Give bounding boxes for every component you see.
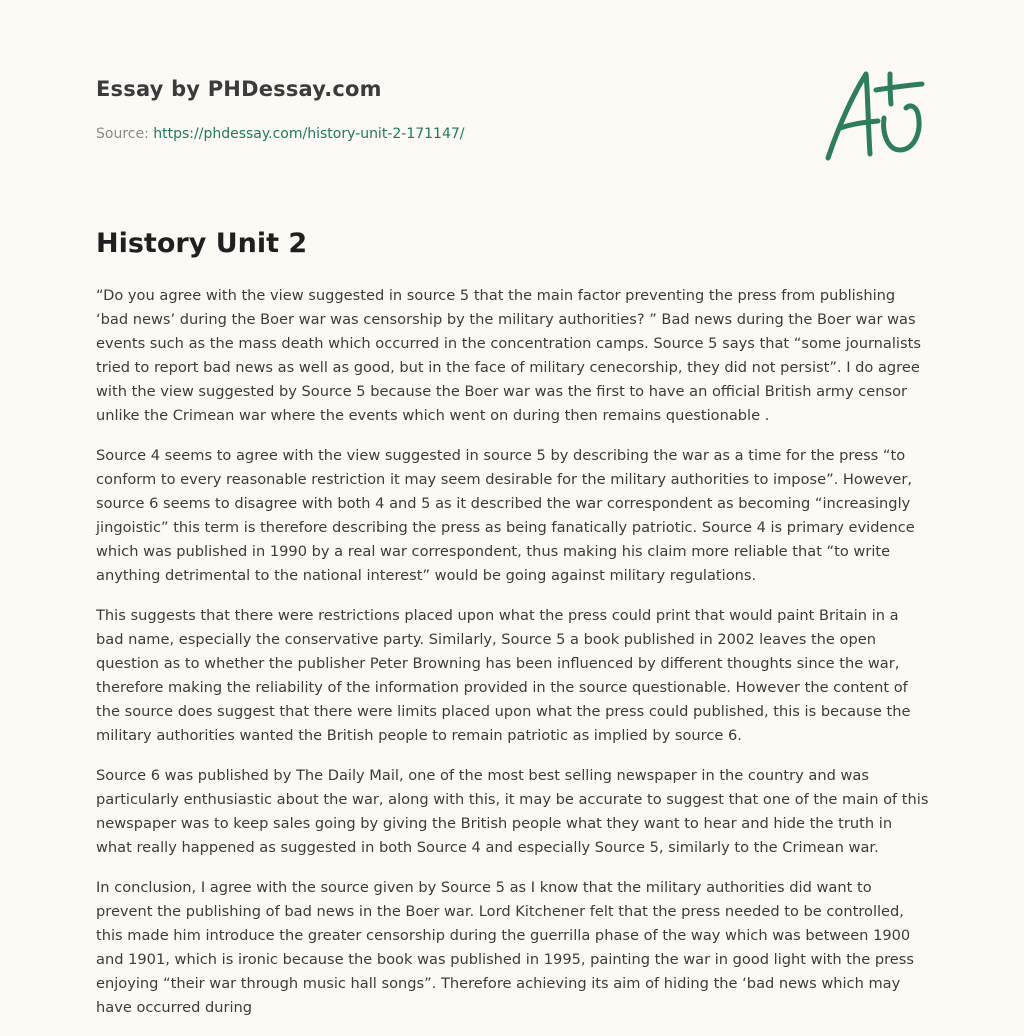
- a-plus-logo-icon: [822, 66, 928, 166]
- source-link[interactable]: https://phdessay.com/history-unit-2-171147/: [153, 126, 465, 142]
- essay-paragraph: Source 6 was published by The Daily Mail, one of the most best selling newspaper in the country and was particularly enthusiastic about the war, along with this, it may be accurate to suggest that one of the main of this newspaper was to keep sales going by giving the British people what they want to hear and hide the truth in what really happened as suggested in both Source 4 and especially Source 5, similarly to the Crimean war.: [96, 767, 929, 856]
- essay-title: History Unit 2: [96, 228, 308, 259]
- essay-paragraph: In conclusion, I agree with the source given by Source 5 as I know that the military authorities did want to prevent the publishing of bad news in the Boer war. Lord Kitchener felt that the press needed to be controlled, this made him introduce the greater censorship during the guerrilla phase of the way which was between 1900 and 1901, which is ironic because the book was published in 1995, painting the war in good light with the press enjoying “their war through music hall songs”. Therefore achieving its aim of hiding the ‘bad news which may have occurred during: [96, 879, 914, 1016]
- page-header: [96, 72, 796, 144]
- essay-paragraph: “Do you agree with the view suggested in source 5 that the main factor preventing the press from publishing ‘bad news’ during the Boer war was censorship by the military authorities? ” Bad news during the Boer war was events such as the mass death which occurred in the concentration camps. Source 5 says that “some journalists tried to report bad news as well as good, but in the face of military cenecorship, they did not persist”. I do agree with the view suggested by Source 5 because the Boer war was the first to have an official British army censor unlike the Crimean war where the events which went on during then remains questionable .: [96, 287, 921, 424]
- essay-body: [96, 284, 930, 1036]
- essay-paragraph: Source 4 seems to agree with the view suggested in source 5 by describing the war as a time for the press “to conform to every reasonable restriction it may seem desirable for the military authorities to impose”. However, source 6 seems to disagree with both 4 and 5 as it described the war correspondent as becoming “increasingly jingoistic” this term is therefore describing the press as being fanatically patriotic. Source 4 is primary evidence which was published in 1990 by a real war correspondent, thus making his claim more reliable that “to write anything detrimental to the national interest” would be going against military regulations.: [96, 447, 915, 584]
- source-line: [96, 124, 796, 144]
- source-label: Source:: [96, 126, 149, 142]
- site-brand: Essay by PHDessay.com: [96, 77, 382, 101]
- essay-paragraph: This suggests that there were restrictions placed upon what the press could print that would paint Britain in a bad name, especially the conservative party. Similarly, Source 5 a book published in 2002 leaves the open question as to whether the publisher Peter Browning has been influenced by different thoughts since the war, therefore making the reliability of the information provided in the source questionable. However the content of the source does suggest that there were limits placed upon what the press could published, this is because the military authorities wanted the British people to remain patriotic as implied by source 6.: [96, 607, 911, 744]
